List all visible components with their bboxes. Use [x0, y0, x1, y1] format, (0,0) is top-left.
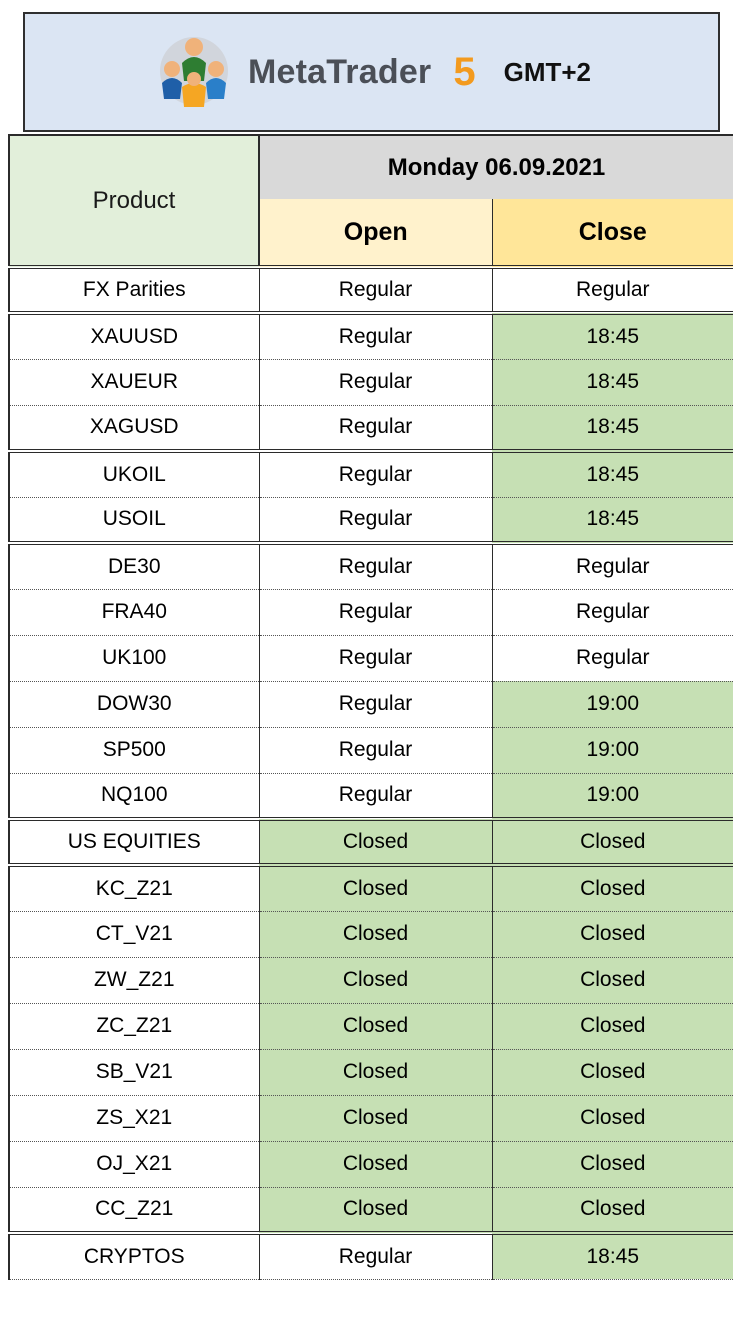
- table-row: [9, 681, 733, 727]
- product-cell: DOW30: [9, 681, 259, 727]
- open-cell: Closed: [259, 1187, 492, 1233]
- table-row: [9, 1141, 733, 1187]
- table-row: [9, 911, 733, 957]
- table-row: [9, 1003, 733, 1049]
- close-cell: 19:00: [492, 727, 733, 773]
- product-cell: USOIL: [9, 497, 259, 543]
- open-cell: Closed: [259, 819, 492, 865]
- close-cell: 18:45: [492, 405, 733, 451]
- close-cell: 18:45: [492, 359, 733, 405]
- product-cell: ZS_X21: [9, 1095, 259, 1141]
- open-cell: Regular: [259, 313, 492, 359]
- close-cell: Regular: [492, 267, 733, 313]
- product-column-header: Product: [9, 135, 259, 267]
- product-cell: KC_Z21: [9, 865, 259, 911]
- trading-hours-table: [8, 134, 733, 1280]
- product-cell: XAUEUR: [9, 359, 259, 405]
- close-cell: 19:00: [492, 681, 733, 727]
- product-cell: CC_Z21: [9, 1187, 259, 1233]
- open-cell: Regular: [259, 267, 492, 313]
- table-row: [9, 313, 733, 359]
- close-cell: 18:45: [492, 497, 733, 543]
- close-cell: Regular: [492, 635, 733, 681]
- open-cell: Regular: [259, 543, 492, 589]
- open-cell: Closed: [259, 1003, 492, 1049]
- product-cell: OJ_X21: [9, 1141, 259, 1187]
- open-cell: Regular: [259, 1233, 492, 1279]
- table-row: [9, 405, 733, 451]
- table-row: [9, 819, 733, 865]
- open-cell: Closed: [259, 1049, 492, 1095]
- close-cell: Regular: [492, 543, 733, 589]
- close-cell: Closed: [492, 1141, 733, 1187]
- close-cell: Regular: [492, 589, 733, 635]
- table-row: [9, 1095, 733, 1141]
- brand-name: MetaTrader: [247, 52, 432, 91]
- table-row: [9, 451, 733, 497]
- table-row: [9, 865, 733, 911]
- close-cell: 19:00: [492, 773, 733, 819]
- table-row: [9, 635, 733, 681]
- product-cell: XAGUSD: [9, 405, 259, 451]
- product-cell: SP500: [9, 727, 259, 773]
- close-cell: Closed: [492, 1187, 733, 1233]
- open-cell: Regular: [259, 589, 492, 635]
- close-cell: Closed: [492, 865, 733, 911]
- product-cell: UKOIL: [9, 451, 259, 497]
- brand-version: 5: [453, 49, 476, 94]
- open-cell: Closed: [259, 865, 492, 911]
- product-cell: UK100: [9, 635, 259, 681]
- open-cell: Regular: [259, 405, 492, 451]
- close-cell: Closed: [492, 1049, 733, 1095]
- close-cell: Closed: [492, 819, 733, 865]
- close-cell: Closed: [492, 911, 733, 957]
- product-cell: SB_V21: [9, 1049, 259, 1095]
- banner-logo-group: [152, 29, 591, 115]
- table-row: [9, 359, 733, 405]
- close-cell: 18:45: [492, 1233, 733, 1279]
- product-cell: US EQUITIES: [9, 819, 259, 865]
- open-cell: Regular: [259, 681, 492, 727]
- close-cell: Closed: [492, 957, 733, 1003]
- table-row: [9, 727, 733, 773]
- product-cell: ZC_Z21: [9, 1003, 259, 1049]
- metatrader-logo-icon: [152, 29, 236, 115]
- close-cell: Closed: [492, 1095, 733, 1141]
- table-row: [9, 497, 733, 543]
- product-cell: FX Parities: [9, 267, 259, 313]
- product-cell: NQ100: [9, 773, 259, 819]
- product-cell: FRA40: [9, 589, 259, 635]
- open-cell: Regular: [259, 635, 492, 681]
- open-cell: Regular: [259, 451, 492, 497]
- open-cell: Closed: [259, 957, 492, 1003]
- product-cell: XAUUSD: [9, 313, 259, 359]
- product-cell: DE30: [9, 543, 259, 589]
- open-cell: Regular: [259, 497, 492, 543]
- timezone-label: GMT+2: [503, 56, 592, 87]
- open-cell: Closed: [259, 1095, 492, 1141]
- metatrader-banner: [23, 12, 720, 132]
- open-column-header: Open: [259, 199, 492, 267]
- table-row: [9, 957, 733, 1003]
- table-row: [9, 1049, 733, 1095]
- open-cell: Regular: [259, 359, 492, 405]
- product-cell: CT_V21: [9, 911, 259, 957]
- close-cell: 18:45: [492, 313, 733, 359]
- open-cell: Regular: [259, 773, 492, 819]
- table-row: [9, 1233, 733, 1279]
- table-row: [9, 589, 733, 635]
- product-cell: ZW_Z21: [9, 957, 259, 1003]
- close-cell: 18:45: [492, 451, 733, 497]
- table-row: [9, 543, 733, 589]
- table-row: [9, 267, 733, 313]
- product-cell: CRYPTOS: [9, 1233, 259, 1279]
- table-row: [9, 1187, 733, 1233]
- open-cell: Closed: [259, 1141, 492, 1187]
- table-body: [9, 267, 733, 1279]
- open-cell: Closed: [259, 911, 492, 957]
- open-cell: Regular: [259, 727, 492, 773]
- date-header: Monday 06.09.2021: [259, 135, 733, 199]
- close-cell: Closed: [492, 1003, 733, 1049]
- close-column-header: Close: [492, 199, 733, 267]
- table-row: [9, 773, 733, 819]
